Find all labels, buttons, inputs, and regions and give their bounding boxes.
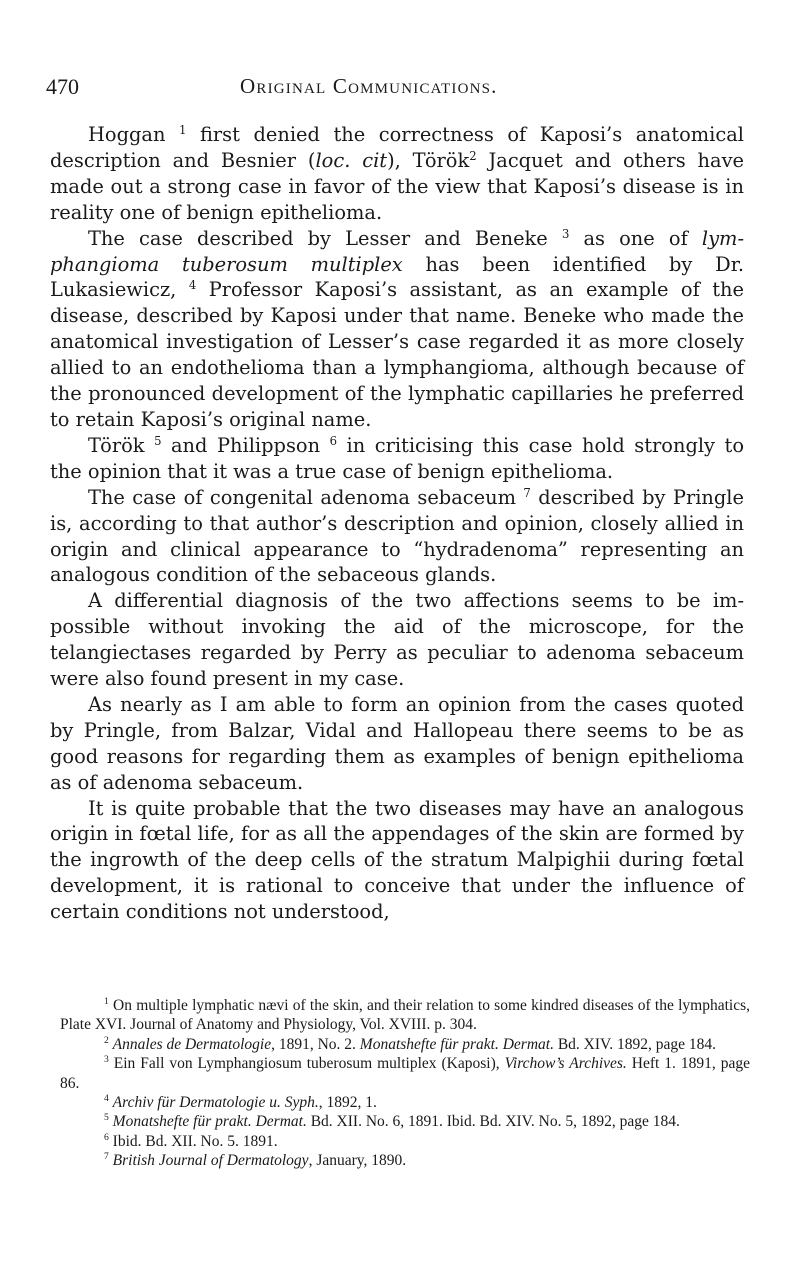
paragraph-5: A differential diagnosis of the two affections seems to be impossible without invoking the aid of the microscope, for the telangiectases regarded by Perry as peculiar to adenoma sebaceum were also found present in my case. <box>50 589 744 691</box>
paragraph-7: It is quite probable that the two diseases may have an analogous origin in fœtal life, for as all the appendages of the skin are formed by the ingrowth of the deep cells of the stratum Malpighii during fœtal development, it is rational to conceive that under the influence of certain conditions not understood, <box>50 796 744 924</box>
paragraph-1: Hoggan $^1$ first denied the correctness of Kaposi’s anatomical description and Besnier (loc. cit), Török$^2$ Jacquet and others have made out a strong case in favor of the view that Kaposi’s disease is in reality one of benign epithelioma. <box>50 123 745 224</box>
running-head: Original Communications. <box>240 74 498 98</box>
footnote-ref-7: 7 <box>523 485 531 500</box>
footnote-6: $^6$ Ibid. Bd. XII. No. 5. 1891. <box>104 1132 278 1150</box>
paragraph-2: The case described by Lesser and Beneke $^3$ as one of lymphangioma tuberosum multiplex has been identified by Dr. Lukasiewicz, $^4$ Professor Kaposi’s assistant, as an example of the disease, described by Kaposi under that name. Beneke who made the anatomical investigation of Lesser’s case regarded it as more closely allied to an endothelioma than a lymphangioma, although because of the pronounced development of the lymphatic capillaries he preferred to retain Kaposi’s original name. <box>50 226 745 431</box>
footnote-ref-3: 3 <box>561 226 570 241</box>
footnote-ref-4: 4 <box>188 278 197 293</box>
page-header <box>46 74 756 104</box>
page-number: 470 <box>46 74 79 99</box>
paragraph-3: Török $^5$ and Philippson $^6$ in criticising this case hold strongly to the opinion that it was a true case of benign epithelioma. <box>50 433 744 483</box>
footnote-ref-1: 1 <box>179 123 187 138</box>
footnote-4: $^4$ Archiv für Dermatologie u. Syph., 1892, 1. <box>104 1093 377 1112</box>
footnote-1: $^1$ On multiple lymphatic nævi of the skin, and their relation to some kindred diseases of the lymphatics, Plate XVI. Journal of Anatomy and Physiology, Vol. XVIII. p. 304. <box>60 996 750 1034</box>
footnote-7: $^7$ British Journal of Dermatology, January, 1890. <box>104 1151 407 1170</box>
footnotes <box>60 996 750 1171</box>
paragraph-4: The case of congenital adenoma sebaceum $^7$ described by Pringle is, according to that author’s description and opinion, closely allied in origin and clinical appearance to “hydradenoma” representing an analogous condition of the sebaceous glands. <box>50 485 744 587</box>
body-text <box>50 122 744 925</box>
footnote-ref-5: 5 <box>154 433 162 448</box>
footnote-ref-6: 6 <box>329 433 337 448</box>
footnote-ref-2: 2 <box>469 148 477 163</box>
paragraph-6: As nearly as I am able to form an opinion from the cases quoted by Pringle, from Balzar, Vidal and Hallopeau there seems to be as good reasons for regarding them as examples of benign epithelioma as of adenoma sebaceum. <box>50 692 744 794</box>
footnote-5: $^5$ Monatshefte für prakt. Dermat. Bd. XII. No. 6, 1891. Ibid. Bd. XIV. No. 5, 1892, page 184. <box>104 1112 680 1131</box>
footnote-2: $^2$ Annales de Dermatologie, 1891, No. 2. Monatshefte für prakt. Dermat. Bd. XIV. 1892, page 184. <box>104 1035 716 1053</box>
footnote-3: $^3$ Ein Fall von Lymphangiosum tuberosum multiplex (Kaposi), Virchow’s Archives. Heft 1. 1891, page 86. <box>60 1054 750 1092</box>
